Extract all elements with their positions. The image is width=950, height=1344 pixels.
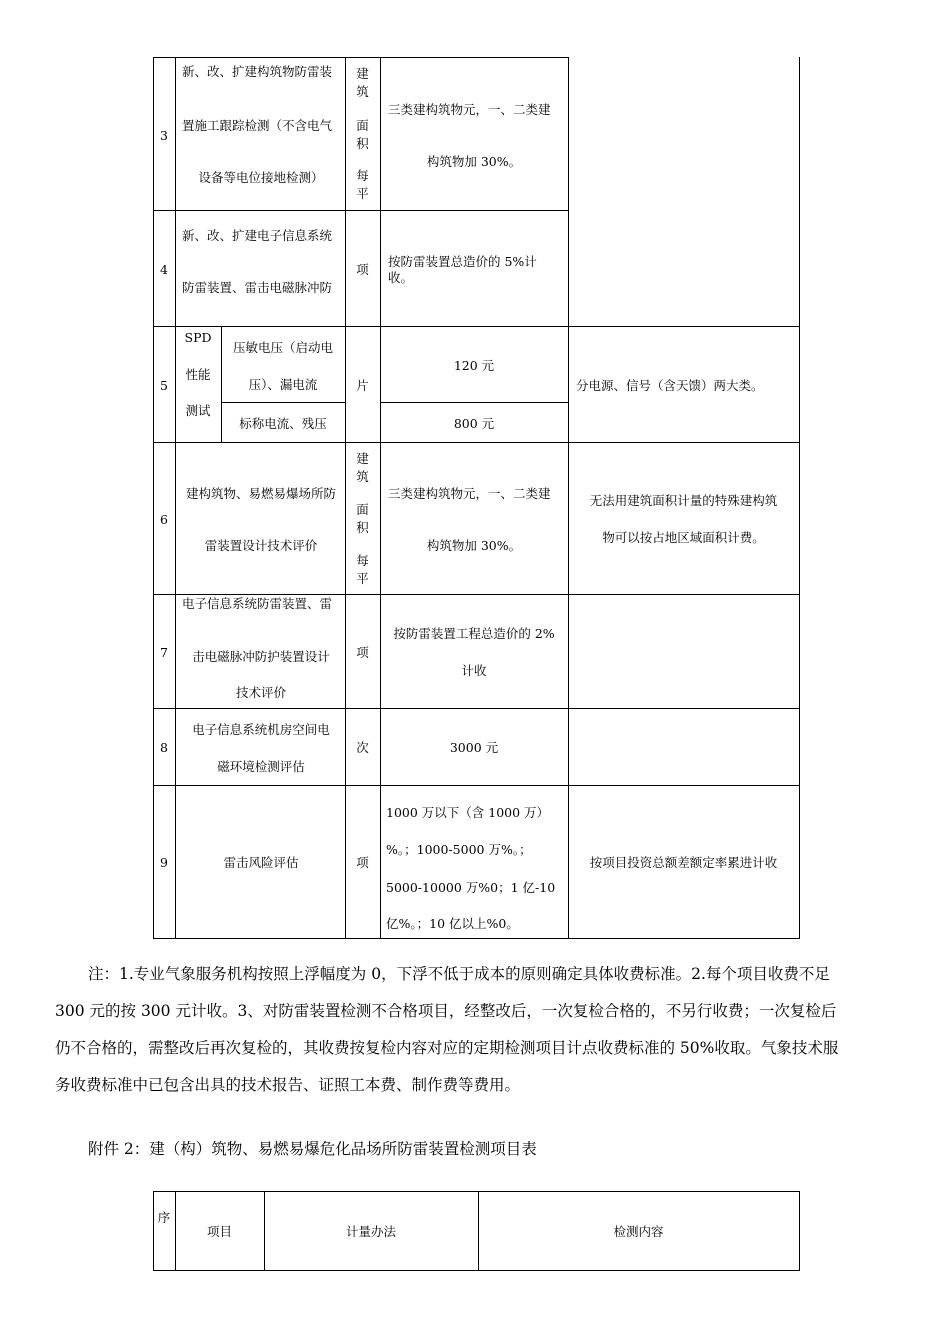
row-unit: 项 — [356, 262, 369, 277]
row-item-line: 技术评价 — [235, 685, 286, 700]
row-item-line: 击电磁脉冲防护装置设计 — [192, 649, 330, 664]
row-number: 3 — [160, 128, 168, 143]
header-no: 序 — [157, 1210, 171, 1225]
row-item-line: 电子信息系统防雷装置、雷 — [182, 596, 333, 611]
row-fee-line: 构筑物加 30%。 — [426, 538, 522, 553]
row-number: 5 — [160, 378, 168, 393]
row-number: 4 — [160, 262, 168, 277]
row-unit-char: 建 — [356, 66, 369, 81]
row-unit: 片 — [356, 378, 369, 393]
row-unit-char: 积 — [356, 520, 369, 535]
row-sub-item-line: 压敏电压（启动电 — [232, 340, 333, 355]
row-unit-char: 每 — [356, 168, 369, 183]
note-line: 务收费标准中已包含出具的技术报告、证照工本费、制作费等费用。 — [55, 1076, 521, 1094]
row-remark-line: 物可以按占地区域面积计费。 — [602, 530, 765, 545]
row-unit: 项 — [356, 645, 369, 660]
row-item-line: 雷装置设计技术评价 — [204, 538, 318, 553]
row-number: 9 — [160, 855, 168, 870]
row-unit-char: 每 — [356, 553, 369, 568]
row-item-line: 磁环境检测评估 — [217, 759, 305, 774]
row-group-line: 测试 — [185, 403, 211, 418]
row-fee-line: 亿%。；10 亿以上%0。 — [386, 916, 519, 931]
row-item-line: 防雷装置、雷击电磁脉冲防 — [182, 280, 333, 295]
row-unit-char: 筑 — [356, 469, 369, 484]
row-unit-char: 面 — [356, 118, 369, 133]
header-content: 检测内容 — [613, 1224, 664, 1239]
note-line: 300 元的按 300 元计收。3、对防雷装置检测不合格项目，经整改后，一次复检合格的，不另行收费；一次复检后 — [55, 1002, 837, 1020]
attachment-title: 附件 2：建（构）筑物、易燃易爆危化品场所防雷装置检测项目表 — [88, 1140, 537, 1158]
row-remark-line: 无法用建筑面积计量的特殊建构筑 — [589, 493, 778, 508]
row-unit: 项 — [356, 855, 369, 870]
row-sub-item: 标称电流、残压 — [239, 416, 327, 431]
row-item-line: 电子信息系统机房空间电 — [192, 722, 330, 737]
row-item-line: 建构筑物、易燃易爆场所防 — [185, 486, 336, 501]
note-line: 注：1.专业气象服务机构按照上浮幅度为 0，下浮不低于成本的原则确定具体收费标准。2.每个项目收费不足 — [88, 965, 830, 983]
row-fee-line: 三类建构筑物元，一、二类建 — [388, 102, 551, 117]
header-item: 项目 — [206, 1224, 232, 1239]
row-item-line: 置施工跟踪检测（不含电气 — [182, 118, 333, 133]
row-item-line: 新、改、扩建电子信息系统 — [182, 228, 333, 243]
row-item-line: 雷击风险评估 — [223, 855, 299, 870]
note-line: 仍不合格的，需整改后再次复检的，其收费按复检内容对应的定期检测项目计点收费标准的 50%收取。气象技术服 — [55, 1039, 839, 1057]
row-remark: 分电源、信号（含天馈）两大类。 — [576, 378, 764, 393]
row-unit-char: 筑 — [356, 84, 369, 99]
row-fee-line: 按防雷装置总造价的 5%计收。 — [388, 254, 537, 285]
row-fee-line: 三类建构筑物元，一、二类建 — [388, 486, 551, 501]
row-sub-item-line: 压）、漏电流 — [248, 377, 318, 392]
row-group-line: SPD — [184, 330, 212, 345]
row-unit: 次 — [356, 740, 369, 755]
row-number: 8 — [160, 740, 168, 755]
row-remark: 按项目投资总额差额定率累进计收 — [589, 855, 778, 870]
row-fee-line: 计收 — [461, 663, 487, 678]
header-method: 计量办法 — [345, 1224, 396, 1239]
row-fee-line: 构筑物加 30%。 — [426, 154, 522, 169]
row-unit-char: 建 — [356, 451, 369, 466]
row-number: 7 — [160, 645, 168, 660]
row-fee: 800 元 — [453, 416, 495, 431]
row-group-line: 性能 — [185, 367, 211, 382]
row-unit-char: 积 — [356, 136, 369, 151]
row-fee: 120 元 — [453, 358, 495, 373]
row-unit-char: 面 — [356, 502, 369, 517]
row-fee-line: %。；1000-5000 万%。； — [386, 842, 532, 857]
row-unit-char: 平 — [356, 186, 369, 201]
row-item-line: 新、改、扩建构筑物防雷装 — [182, 64, 333, 79]
row-fee-line: 3000 元 — [449, 740, 499, 755]
row-fee-line: 1000 万以下（含 1000 万） — [386, 805, 550, 820]
row-unit-char: 平 — [356, 571, 369, 586]
row-fee-line: 5000-10000 万%0；1 亿-10 — [386, 880, 556, 895]
row-number: 6 — [160, 512, 168, 527]
row-item-line: 设备等电位接地检测） — [198, 170, 324, 185]
row-fee-line: 按防雷装置工程总造价的 2% — [393, 626, 555, 641]
